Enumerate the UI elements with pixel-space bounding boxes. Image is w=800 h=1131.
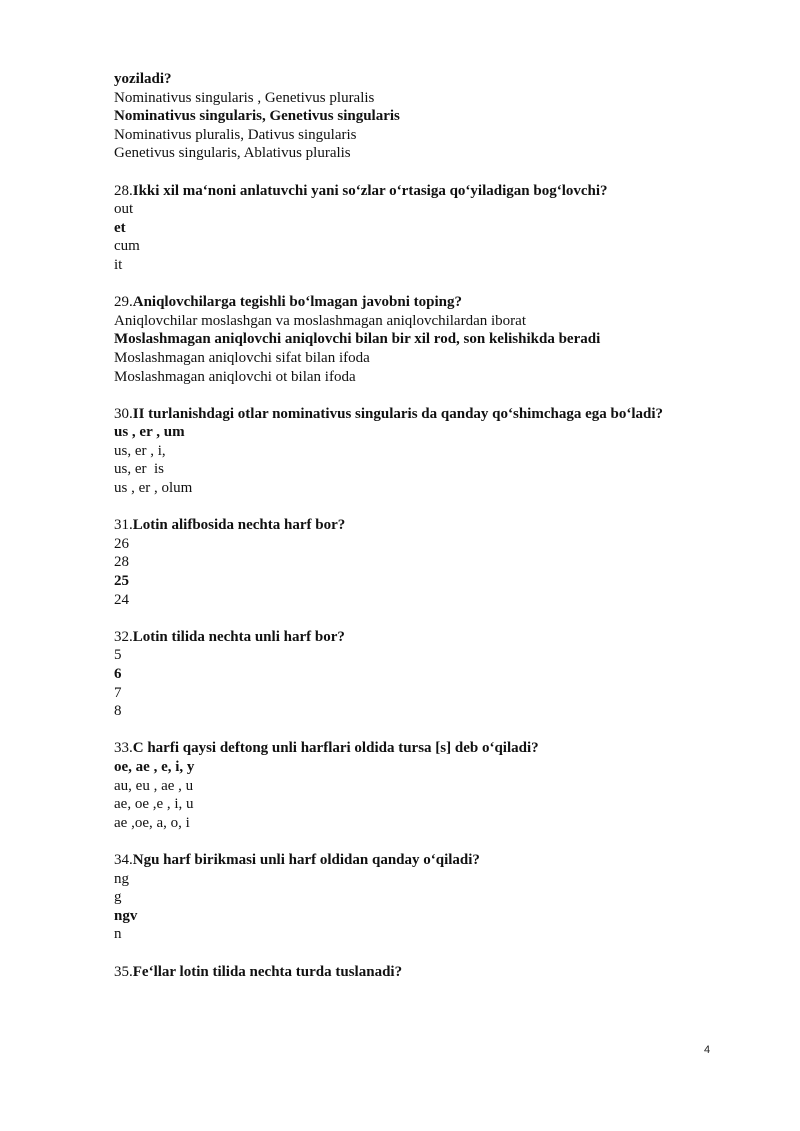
- question-text: Lotin tilida nechta unli harf bor?: [132, 628, 345, 645]
- answer-option-correct: 25: [114, 573, 129, 590]
- answer-option: 7: [114, 684, 122, 701]
- answer-option-correct: et: [114, 219, 126, 236]
- answer-option: ng: [114, 870, 129, 887]
- answer-option: ae, oe ,e , i, u: [114, 796, 194, 813]
- question-28: [114, 182, 674, 201]
- answer-option: Moslashmagan aniqlovchi ot bilan ifoda: [114, 368, 356, 385]
- answer-option: n: [114, 926, 122, 943]
- answer-option: us, er , i,: [114, 442, 166, 459]
- answer-option-correct: ngv: [114, 907, 138, 924]
- answer-option: out: [114, 201, 134, 218]
- question-number: 28.: [114, 182, 133, 199]
- question-text: Aniqlovchilarga tegishli bo‘lmagan javobni toping?: [132, 294, 462, 311]
- page-number: 4: [704, 1044, 711, 1056]
- answer-option: Moslashmagan aniqlovchi sifat bilan ifoda: [114, 349, 370, 366]
- question-33: [114, 739, 674, 758]
- question-text: Fe‘llar lotin tilida nechta turda tuslanadi?: [132, 963, 403, 980]
- question-text: Ikki xil ma‘noni anlatuvchi yani so‘zlar o‘rtasiga qo‘yiladigan bog‘lovchi?: [132, 182, 608, 199]
- answer-option: 24: [114, 591, 129, 608]
- question-30: [114, 405, 674, 424]
- answer-option: us, er is: [114, 461, 164, 478]
- answer-option: au, eu , ae , u: [114, 777, 194, 794]
- answer-option: Nominativus pluralis, Dativus singularis: [114, 126, 357, 143]
- answer-option: us , er , olum: [114, 480, 193, 497]
- question-number: 32.: [114, 628, 133, 645]
- question-text: Lotin alifbosida nechta harf bor?: [132, 517, 346, 534]
- answer-option: ae ,oe, a, o, i: [114, 814, 190, 831]
- question-number: 30.: [114, 405, 133, 422]
- question-number: 29.: [114, 294, 133, 311]
- answer-option: it: [114, 256, 123, 273]
- question-number: 33.: [114, 740, 133, 757]
- question-tail: yoziladi?: [114, 71, 172, 87]
- answer-option: 28: [114, 554, 129, 571]
- answer-option-correct: Nominativus singularis, Genetivus singularis: [114, 108, 400, 125]
- question-34: [114, 851, 674, 870]
- answer-option: 5: [114, 647, 122, 664]
- question-text: Ngu harf birikmasi unli harf oldidan qanday o‘qiladi?: [132, 851, 480, 868]
- question-number: 35.: [114, 963, 133, 980]
- question-32: [114, 628, 674, 647]
- answer-option: Genetivus singularis, Ablativus pluralis: [114, 145, 351, 162]
- question-31: [114, 516, 674, 535]
- question-35: [114, 963, 674, 982]
- answer-option: 8: [114, 703, 122, 720]
- answer-option-correct: us , er , um: [114, 424, 185, 441]
- question-text: C harfi qaysi deftong unli harflari oldida tursa [s] deb o‘qiladi?: [132, 740, 539, 757]
- question-29: [114, 293, 674, 312]
- quiz-content: [114, 70, 674, 981]
- question-number: 34.: [114, 851, 133, 868]
- question-number: 31.: [114, 517, 133, 534]
- answer-option: cum: [114, 238, 140, 255]
- answer-option: Nominativus singularis , Genetivus pluralis: [114, 89, 375, 106]
- question-text: II turlanishdagi otlar nominativus singularis da qanday qo‘shimchaga ega bo‘ladi?: [132, 405, 664, 422]
- answer-option-correct: Moslashmagan aniqlovchi aniqlovchi bilan bir xil rod, son kelishikda beradi: [114, 331, 601, 348]
- answer-option: Aniqlovchilar moslashgan va moslashmagan aniqlovchilardan iborat: [114, 312, 526, 329]
- answer-option-correct: 6: [114, 666, 122, 682]
- answer-option-correct: oe, ae , e, i, y: [114, 758, 195, 775]
- answer-option: 26: [114, 535, 129, 552]
- answer-option: g: [114, 889, 122, 906]
